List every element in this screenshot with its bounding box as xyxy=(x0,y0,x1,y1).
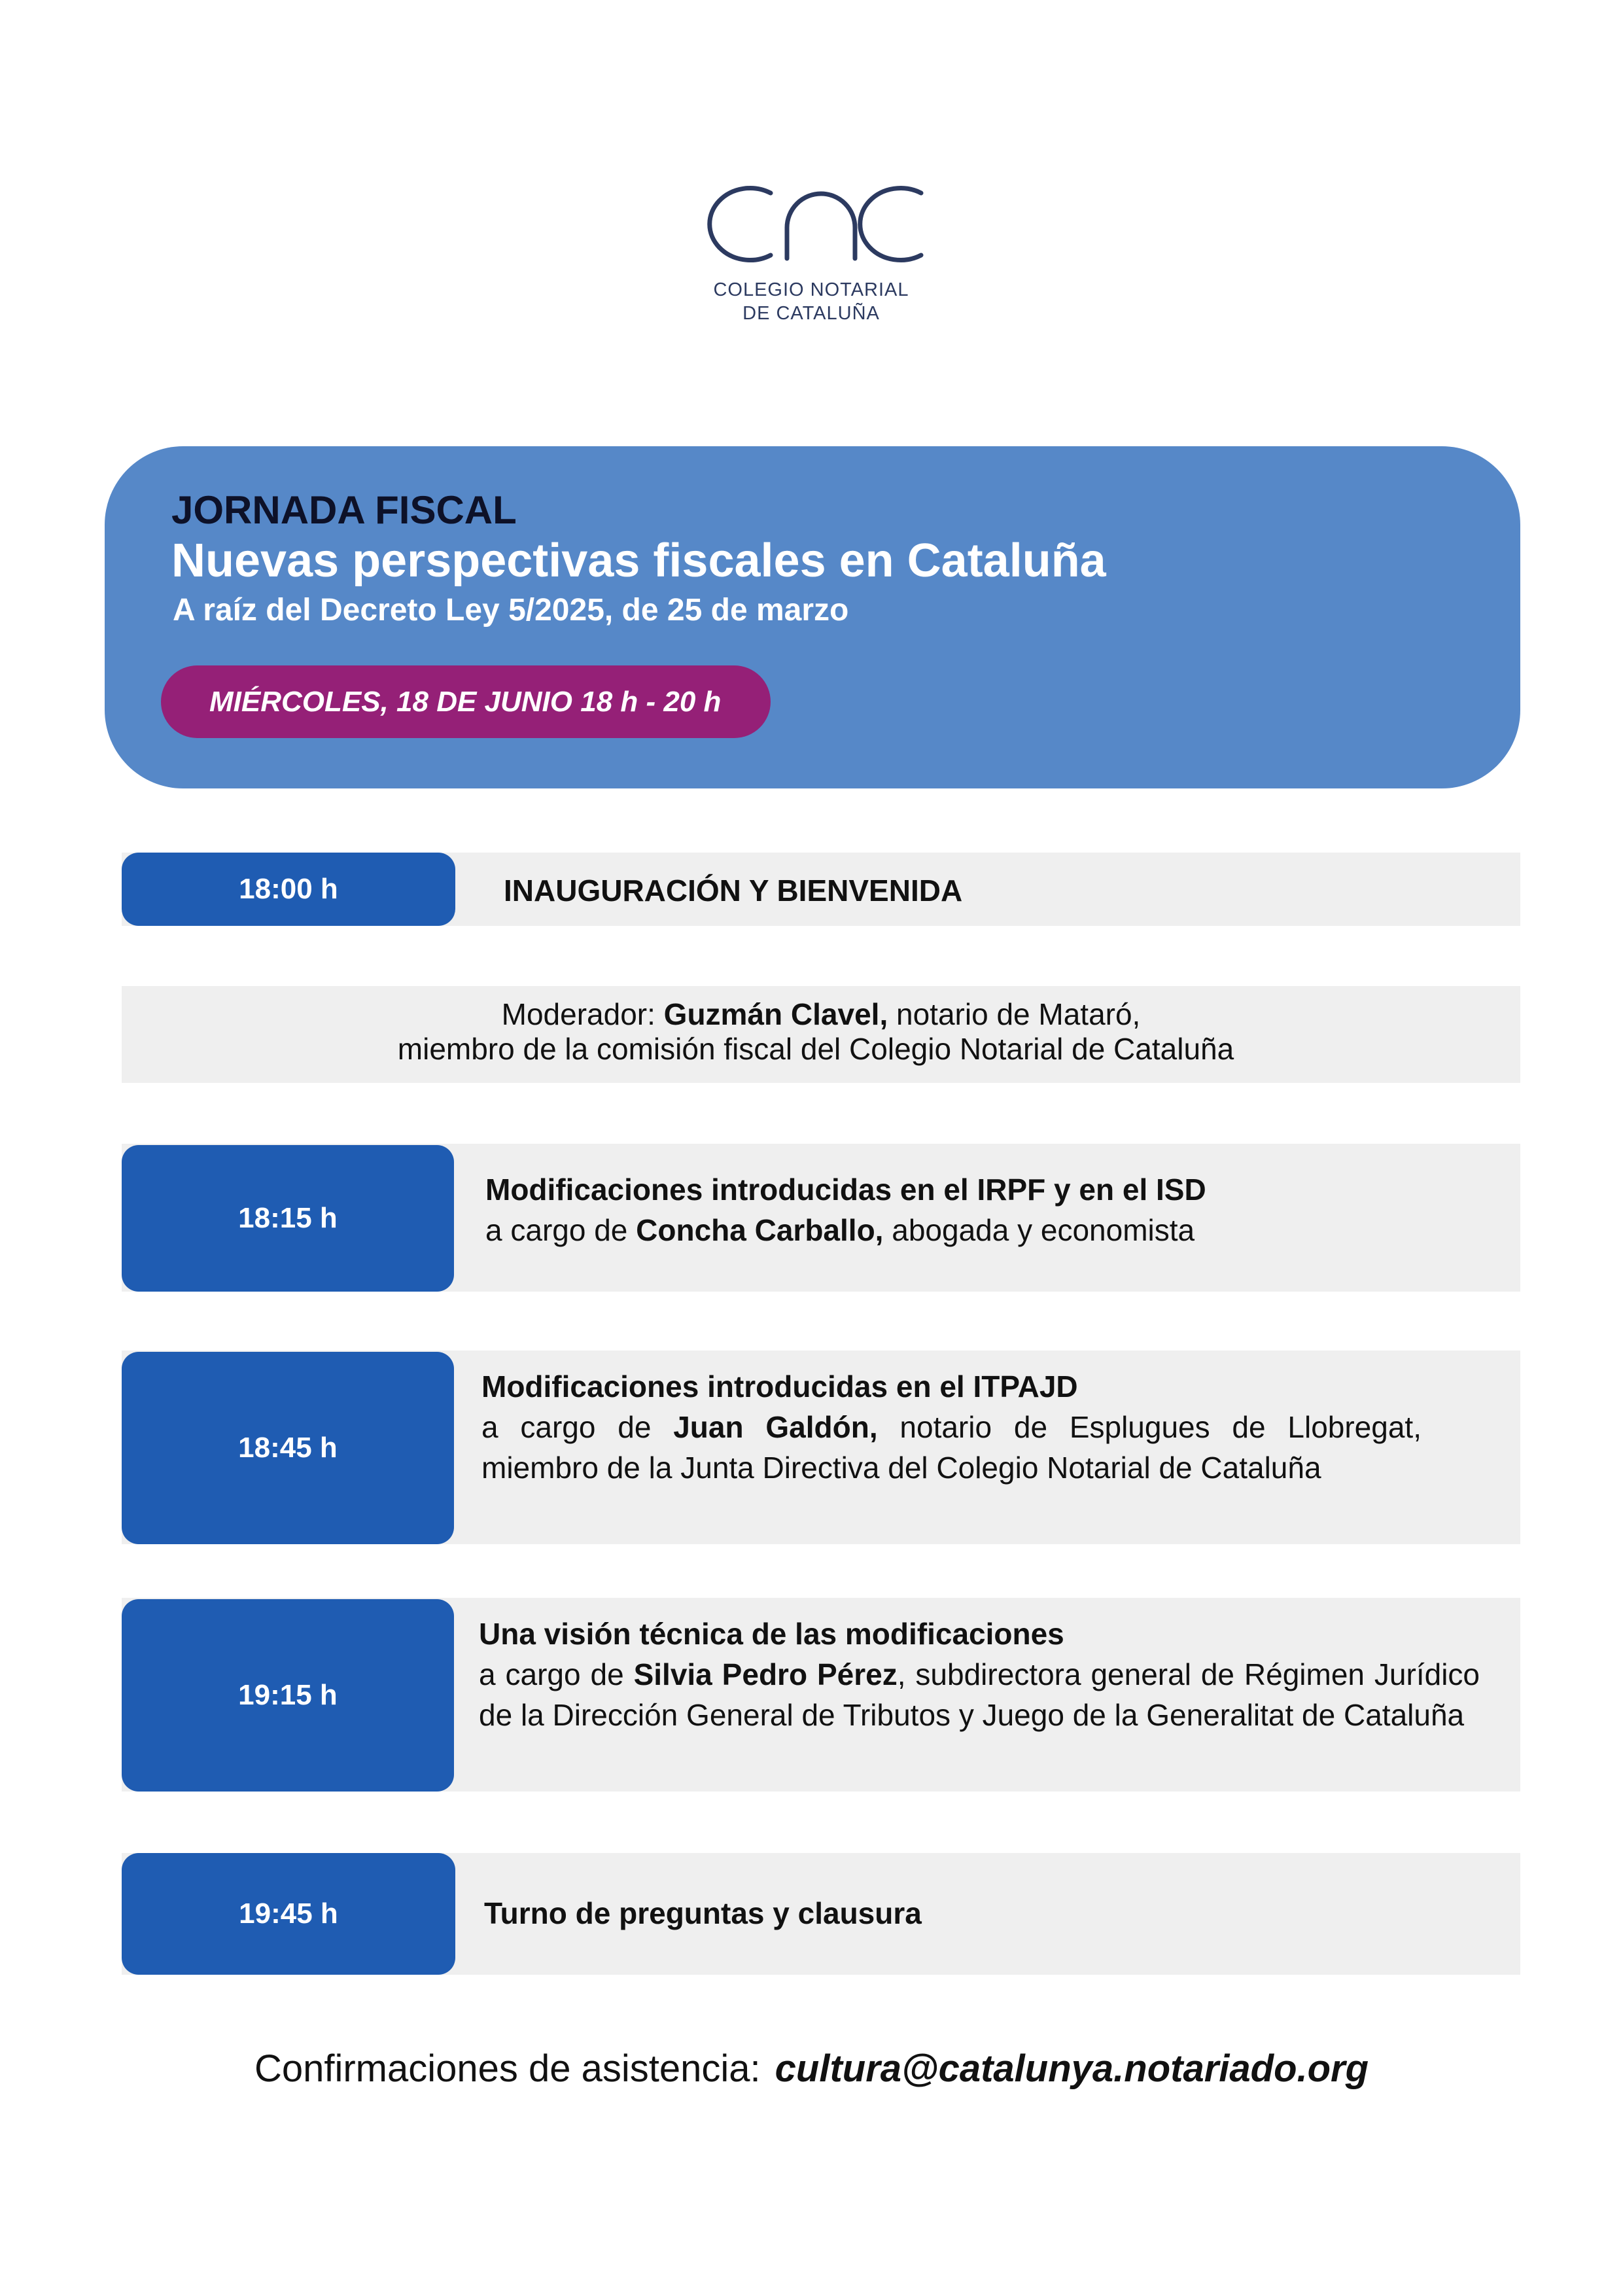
session-3-content xyxy=(479,1614,1480,1735)
session-1-title: Modificaciones introducidas en el IRPF y en el ISD xyxy=(485,1173,1206,1207)
session-3-speaker: Silvia Pedro Pérez xyxy=(633,1657,898,1691)
rsvp-email-link[interactable]: cultura@catalunya.notariado.org xyxy=(775,2047,1369,2090)
time-label: 19:15 h xyxy=(238,1679,338,1711)
event-date-text: MIÉRCOLES, 18 DE JUNIO 18 h - 20 h xyxy=(209,685,722,718)
time-badge-opening xyxy=(122,853,455,926)
session-1-speaker: Concha Carballo, xyxy=(636,1213,884,1247)
session-1-speaker-line: a cargo de Concha Carballo, abogada y economista xyxy=(485,1213,1195,1247)
session-3-speaker-line: a cargo de Silvia Pedro Pérez, subdirectora general de Régimen Jurídico de la Dirección General de Tributos y Juego de la Generalitat de Cataluña xyxy=(479,1657,1480,1732)
session-2-speaker: Juan Galdón, xyxy=(673,1410,878,1444)
moderator-suffix: notario de Mataró, xyxy=(888,997,1141,1031)
time-badge-closing xyxy=(122,1853,455,1975)
time-label: 18:00 h xyxy=(239,873,338,905)
time-badge-session-3 xyxy=(122,1599,454,1792)
rsvp-label: Confirmaciones de asistencia: xyxy=(254,2047,761,2090)
event-kicker: JORNADA FISCAL xyxy=(171,488,517,532)
time-badge-session-1 xyxy=(122,1145,454,1292)
time-label: 18:15 h xyxy=(238,1202,338,1234)
closing-title: Turno de preguntas y clausura xyxy=(484,1896,922,1930)
time-label: 18:45 h xyxy=(238,1432,338,1464)
event-title: Nuevas perspectivas fiscales en Cataluña xyxy=(171,535,1106,587)
cnc-logo-icon xyxy=(692,177,934,272)
event-date-badge xyxy=(161,665,771,738)
time-label: 19:45 h xyxy=(239,1898,338,1930)
moderator-prefix: Moderador: xyxy=(501,997,664,1031)
session-2-speaker-line: a cargo de Juan Galdón, notario de Esplugues de Llobregat, miembro de la Junta Directiva del Colegio Notarial de Cataluña xyxy=(481,1410,1422,1485)
logo-text-line1: COLEGIO NOTARIAL xyxy=(713,279,909,300)
rsvp-line xyxy=(0,2047,1623,2091)
session-3-title: Una visión técnica de las modificaciones xyxy=(479,1617,1064,1651)
logo-text-line2: DE CATALUÑA xyxy=(742,303,880,324)
time-badge-session-2 xyxy=(122,1352,454,1544)
session-1-content xyxy=(485,1169,1467,1250)
session-2-title: Modificaciones introducidas en el ITPAJD xyxy=(481,1369,1078,1404)
moderator-name: Guzmán Clavel, xyxy=(663,997,888,1031)
moderator-line2: miembro de la comisión fiscal del Colegio Notarial de Cataluña xyxy=(397,1032,1234,1066)
opening-title: INAUGURACIÓN Y BIENVENIDA xyxy=(504,874,963,908)
session-2-content xyxy=(481,1366,1422,1488)
event-subtitle: A raíz del Decreto Ley 5/2025, de 25 de marzo xyxy=(173,593,849,627)
